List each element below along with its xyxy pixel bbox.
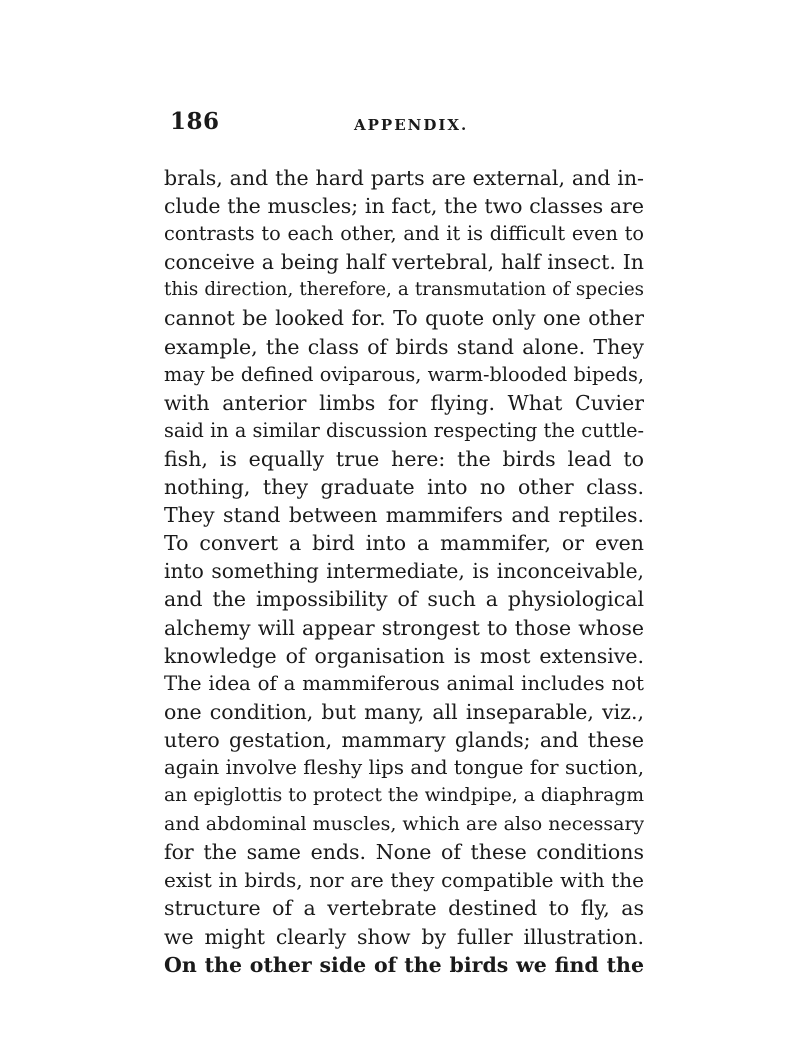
body-text — [164, 164, 644, 979]
text-line: again involve fleshy lips and tongue for suction, — [164, 755, 644, 779]
text-line: nothing, they graduate into no other class. — [164, 475, 644, 500]
text-line: said in a similar discussion respecting the cuttle- — [164, 418, 644, 442]
text-line: The idea of a mammiferous animal includes not — [164, 671, 644, 695]
text-line: clude the muscles; in fact, the two classes are — [164, 194, 644, 219]
text-line: conceive a being half vertebral, half insect. In — [164, 250, 644, 275]
text-line: utero gestation, mammary glands; and these — [164, 727, 644, 752]
text-line: and abdominal muscles, which are also necessary — [164, 813, 644, 836]
page-header — [170, 108, 645, 138]
text-line: On the other side of the birds we find the — [164, 952, 644, 977]
text-line: this direction, therefore, a transmutation of species — [164, 279, 644, 301]
text-line: knowledge of organisation is most extensive. — [164, 643, 644, 668]
text-line: fish, is equally true here: the birds lead to — [164, 446, 644, 471]
text-line: To convert a bird into a mammifer, or even — [164, 531, 644, 556]
text-line: contrasts to each other, and it is difficult even to — [164, 222, 644, 246]
text-line: one condition, but many, all inseparable, viz., — [164, 699, 644, 724]
text-line: we might clearly show by fuller illustration. — [164, 924, 644, 949]
text-line: into something intermediate, is inconceivable, — [164, 559, 644, 584]
text-line: example, the class of birds stand alone. They — [164, 334, 644, 359]
text-line: cannot be looked for. To quote only one other — [164, 306, 644, 331]
text-line: alchemy will appear strongest to those whose — [164, 615, 644, 640]
text-line: with anterior limbs for flying. What Cuvier — [164, 390, 644, 415]
running-head: APPENDIX. — [354, 116, 469, 134]
text-line: exist in birds, nor are they compatible with the — [164, 868, 644, 893]
text-line: They stand between mammifers and reptiles. — [164, 503, 644, 528]
text-line: an epiglottis to protect the windpipe, a diaphragm — [164, 785, 644, 807]
page-number: 186 — [170, 108, 220, 135]
text-line: structure of a vertebrate destined to fly, as — [164, 896, 644, 921]
text-line: and the impossibility of such a physiological — [164, 587, 644, 612]
text-line: may be defined oviparous, warm-blooded bipeds, — [164, 362, 644, 386]
text-line: for the same ends. None of these conditions — [164, 840, 644, 865]
text-line: brals, and the hard parts are external, and in- — [164, 166, 644, 190]
